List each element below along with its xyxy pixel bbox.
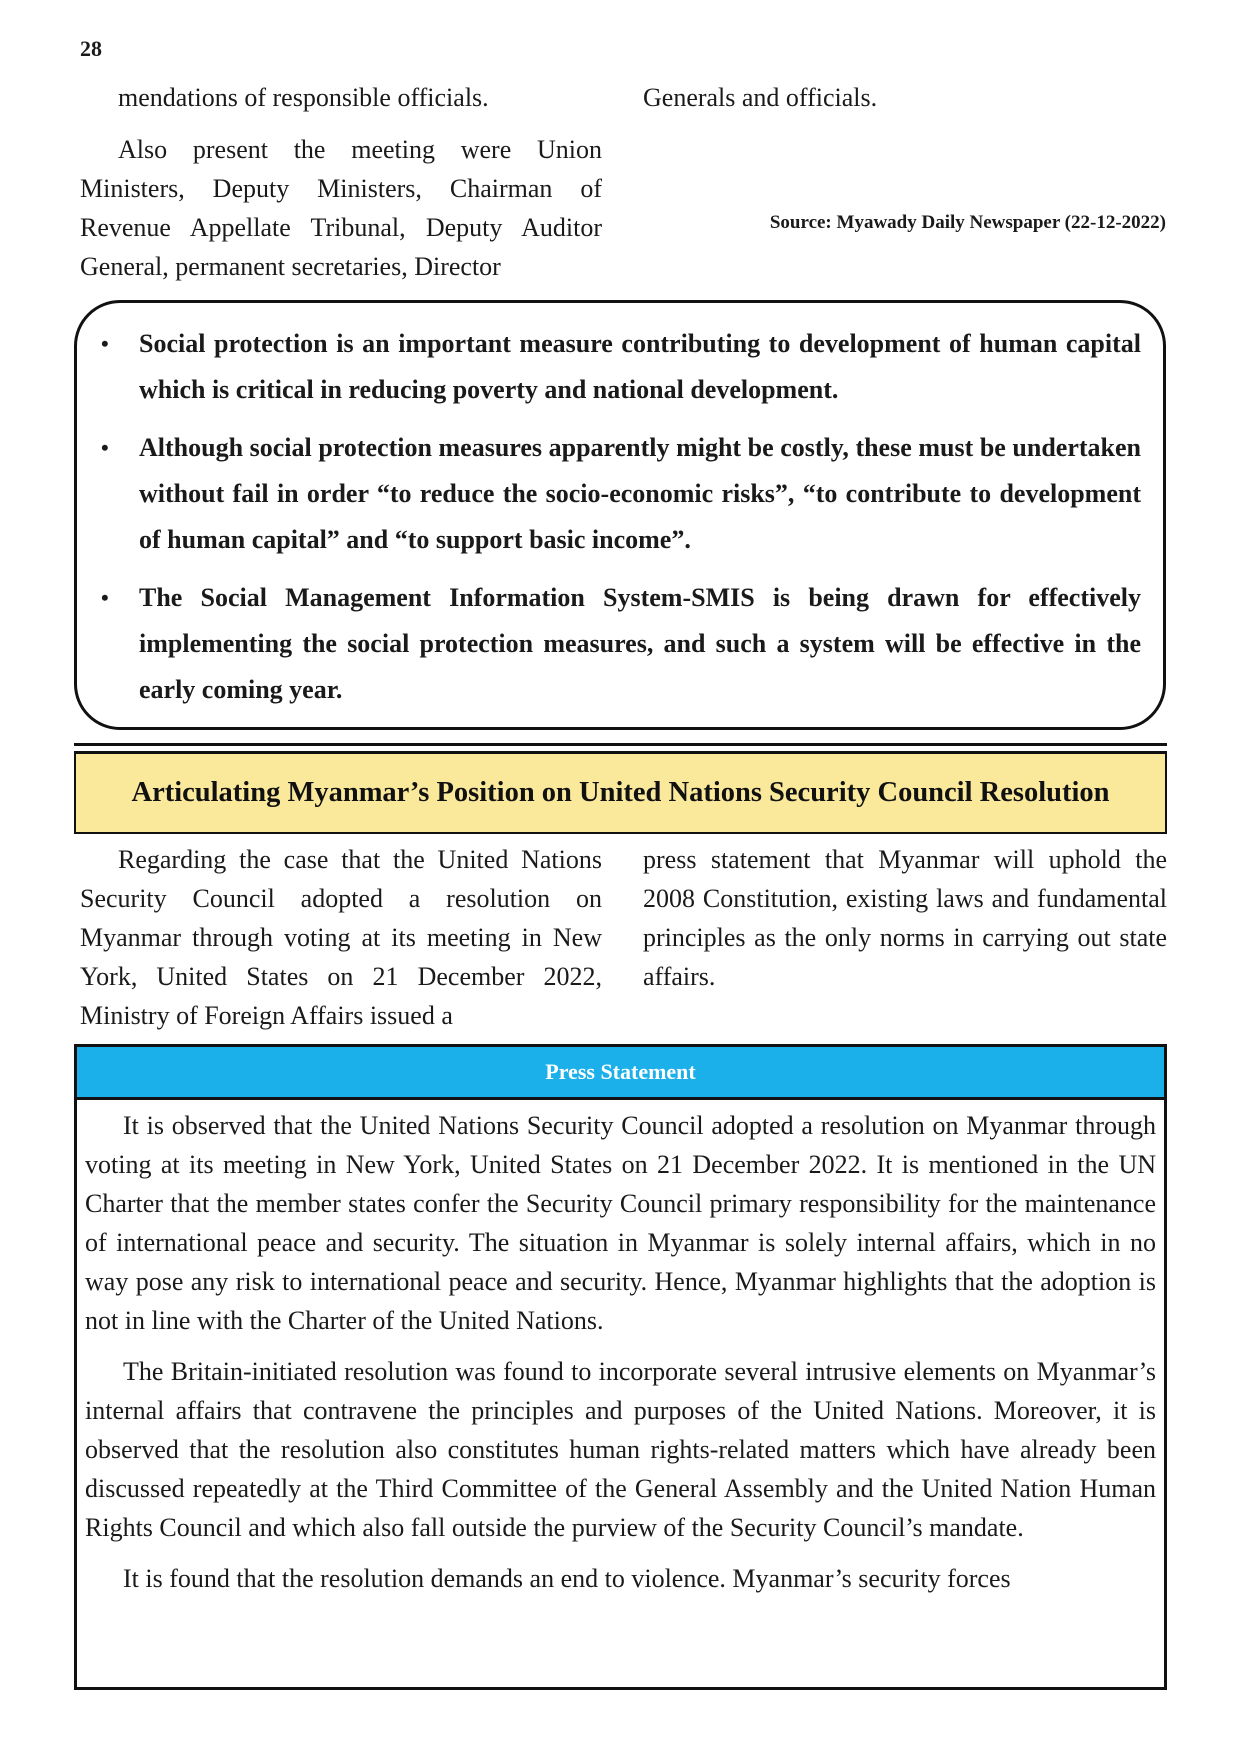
bullet-icon: • (101, 435, 109, 460)
top-right-paragraph-1: Generals and officials. (643, 83, 878, 112)
section-right-column (643, 840, 1167, 1009)
key-point-text: The Social Management Information System-SMIS is being drawn for effectively implementing the social protection measures, and such a system will be effective in the early coming year. (139, 583, 1141, 704)
key-point-item (101, 425, 1141, 563)
press-paragraph: It is found that the resolution demands an end to violence. Myanmar’s security forces (123, 1564, 1011, 1593)
top-right-column (643, 78, 1167, 130)
key-points-list (77, 303, 1163, 713)
press-statement-box (74, 1044, 1167, 1690)
page-number: 28 (80, 36, 102, 61)
source-citation: Source: Myawady Daily Newspaper (22-12-2022) (769, 212, 1166, 233)
press-statement-body (77, 1100, 1164, 1598)
press-paragraph: The Britain-initiated resolution was found to incorporate several intrusive elements on Myanmar’s internal affairs that contravene the principles and purposes of the United Nations. Moreover, it is observed that the resolution also constitutes human rights-related matters which have already been discussed repeatedly at the Third Committee of the General Assembly and the United Nation Human Rights Council and which also fall outside the purview of the Security Council’s mandate. (85, 1357, 1156, 1542)
key-points-box (74, 300, 1166, 730)
top-left-paragraph-2: Also present the meeting were Union Ministers, Deputy Ministers, Chairman of Revenue Appellate Tribunal, Deputy Auditor General, permanent secretaries, Director (80, 135, 602, 281)
press-statement-title: Press Statement (77, 1047, 1164, 1100)
bullet-icon: • (101, 585, 109, 610)
key-point-text: Social protection is an important measure contributing to development of human capital which is critical in reducing poverty and national development. (139, 329, 1141, 404)
press-paragraph: It is observed that the United Nations Security Council adopted a resolution on Myanmar through voting at its meeting in New York, United States on 21 December 2022. It is mentioned in the UN Charter that the member states confer the Security Council primary responsibility for the maintenance of international peace and security. The situation in Myanmar is solely internal affairs, which in no way pose any risk to international peace and security. Hence, Myanmar highlights that the adoption is not in line with the Charter of the United Nations. (85, 1111, 1156, 1335)
key-point-text: Although social protection measures apparently might be costly, these must be undertaken without fail in order “to reduce the socio-economic risks”, “to contribute to development of human capital” and “to support basic income”. (139, 433, 1141, 554)
top-left-column (80, 78, 602, 299)
section-left-paragraph: Regarding the case that the United Nations Security Council adopted a resolution on Myanmar through voting at its meeting in New York, United States on 21 December 2022, Ministry of Foreign Affairs issued a (80, 845, 602, 1030)
top-left-paragraph-1: mendations of responsible officials. (118, 83, 489, 112)
key-point-item (101, 321, 1141, 413)
section-right-paragraph: press statement that Myanmar will uphold the 2008 Constitution, existing laws and fundamental principles as the only norms in carrying out state affairs. (643, 845, 1167, 991)
section-left-column (80, 840, 602, 1048)
bullet-icon: • (101, 331, 109, 356)
section-heading: Articulating Myanmar’s Position on United Nations Security Council Resolution (74, 752, 1167, 834)
key-point-item (101, 575, 1141, 713)
section-divider (74, 743, 1167, 752)
